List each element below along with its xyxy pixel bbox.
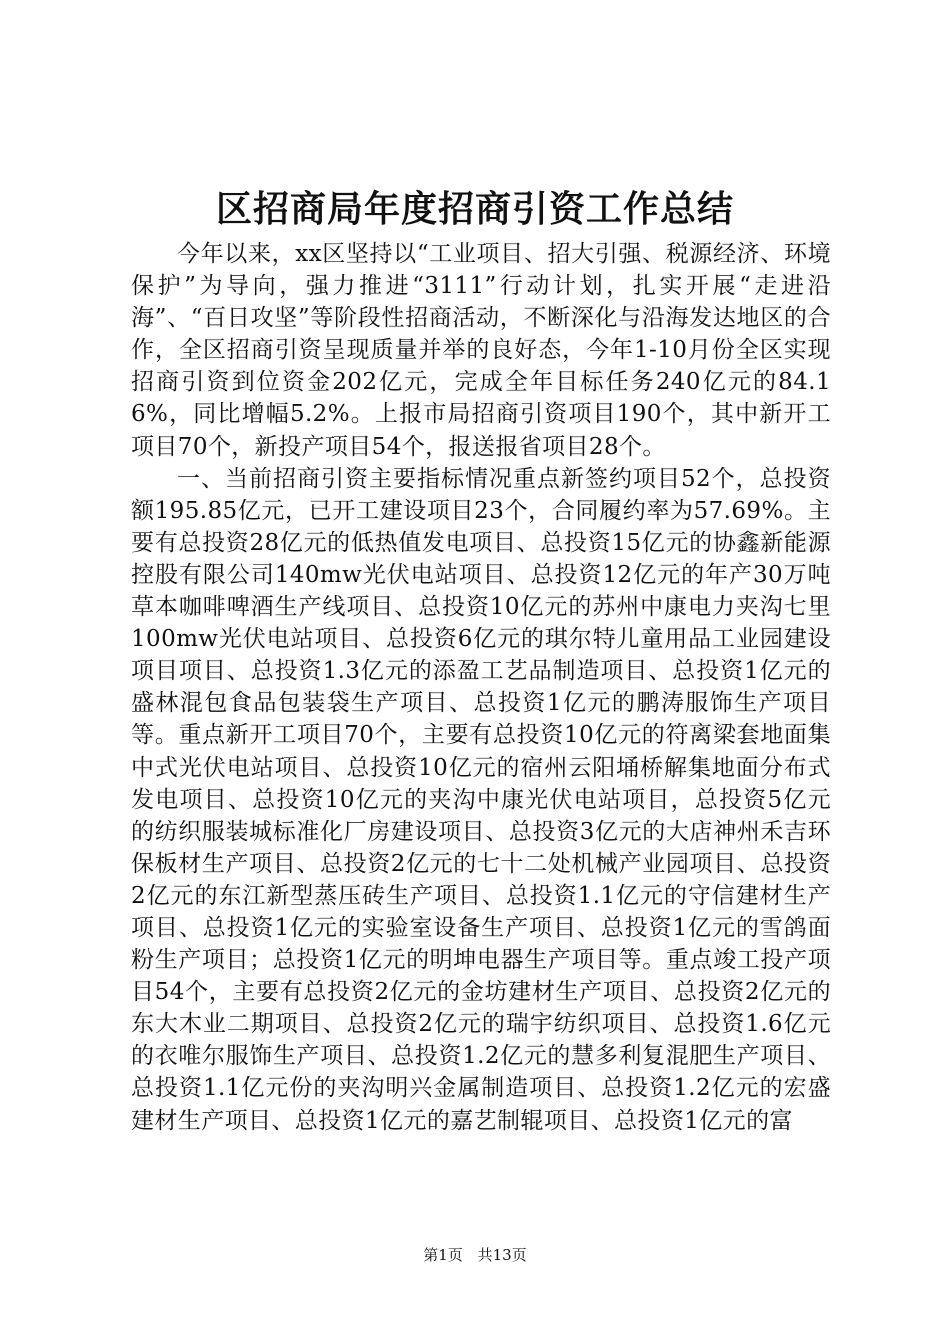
document-title: 区招商局年度招商引资工作总结	[215, 188, 734, 230]
page-number: 第1页	[423, 1246, 463, 1264]
document-body	[131, 238, 831, 1137]
paragraph-section-1: 一、当前招商引资主要指标情况重点新签约项目52个，总投资额195.85亿元，已开工建设项目23个，合同履约率为57.69%。主要有总投资28亿元的低热值发电项目、总投资15亿元的协鑫新能源控股有限公司140mw光伏电站项目、总投资12亿元的年产30万吨草本咖啡啤酒生产线项目、总投资10亿元的苏州中康电力夹沟七里100mw光伏电站项目、总投资6亿元的琪尔特儿童用品工业园建设项目项目、总投资1.3亿元的添盈工艺品制造项目、总投资1亿元的盛林混包食品包装袋生产项目、总投资1亿元的鹏涛服饰生产项目等。重点新开工项目70个，主要有总投资10亿元的符离梁套地面集中式光伏电站项目、总投资10亿元的宿州云阳埇桥解集地面分布式发电项目、总投资10亿元的夹沟中康光伏电站项目，总投资5亿元的纺织服装城标准化厂房建设项目、总投资3亿元的大店神州禾吉环保板材生产项目、总投资2亿元的七十二处机械产业园项目、总投资2亿元的东江新型蒸压砖生产项目、总投资1.1亿元的守信建材生产项目、总投资1亿元的实验室设备生产项目、总投资1亿元的雪鸽面粉生产项目；总投资1亿元的明坤电器生产项目等。重点竣工投产项目54个，主要有总投资2亿元的金坊建材生产项目、总投资2亿元的东大木业二期项目、总投资2亿元的瑞宇纺织项目、总投资1.6亿元的衣唯尔服饰生产项目、总投资1.2亿元的慧多利复混肥生产项目、总投资1.1亿元份的夹沟明兴金属制造项目、总投资1.2亿元的宏盛建材生产项目、总投资1亿元的嘉艺制辊项目、总投资1亿元的富	[131, 465, 831, 1134]
paragraph-intro: 今年以来，xx区坚持以“工业项目、招大引强、税源经济、环境保护”为导向，强力推进“3111”行动计划，扎实开展“走进沿海”、“百日攻坚”等阶段性招商活动，不断深化与沿海发达地区的合作，全区招商引资呈现质量并举的良好态，今年1-10月份全区实现招商引资到位资金202亿元，完成全年目标任务240亿元的84.16%，同比增幅5.2%。上报市局招商引资项目190个，其中新开工项目70个，新投产项目54个，报送报省项目28个。	[131, 241, 831, 460]
page-total: 共13页	[477, 1246, 527, 1264]
page-footer	[0, 1244, 950, 1266]
